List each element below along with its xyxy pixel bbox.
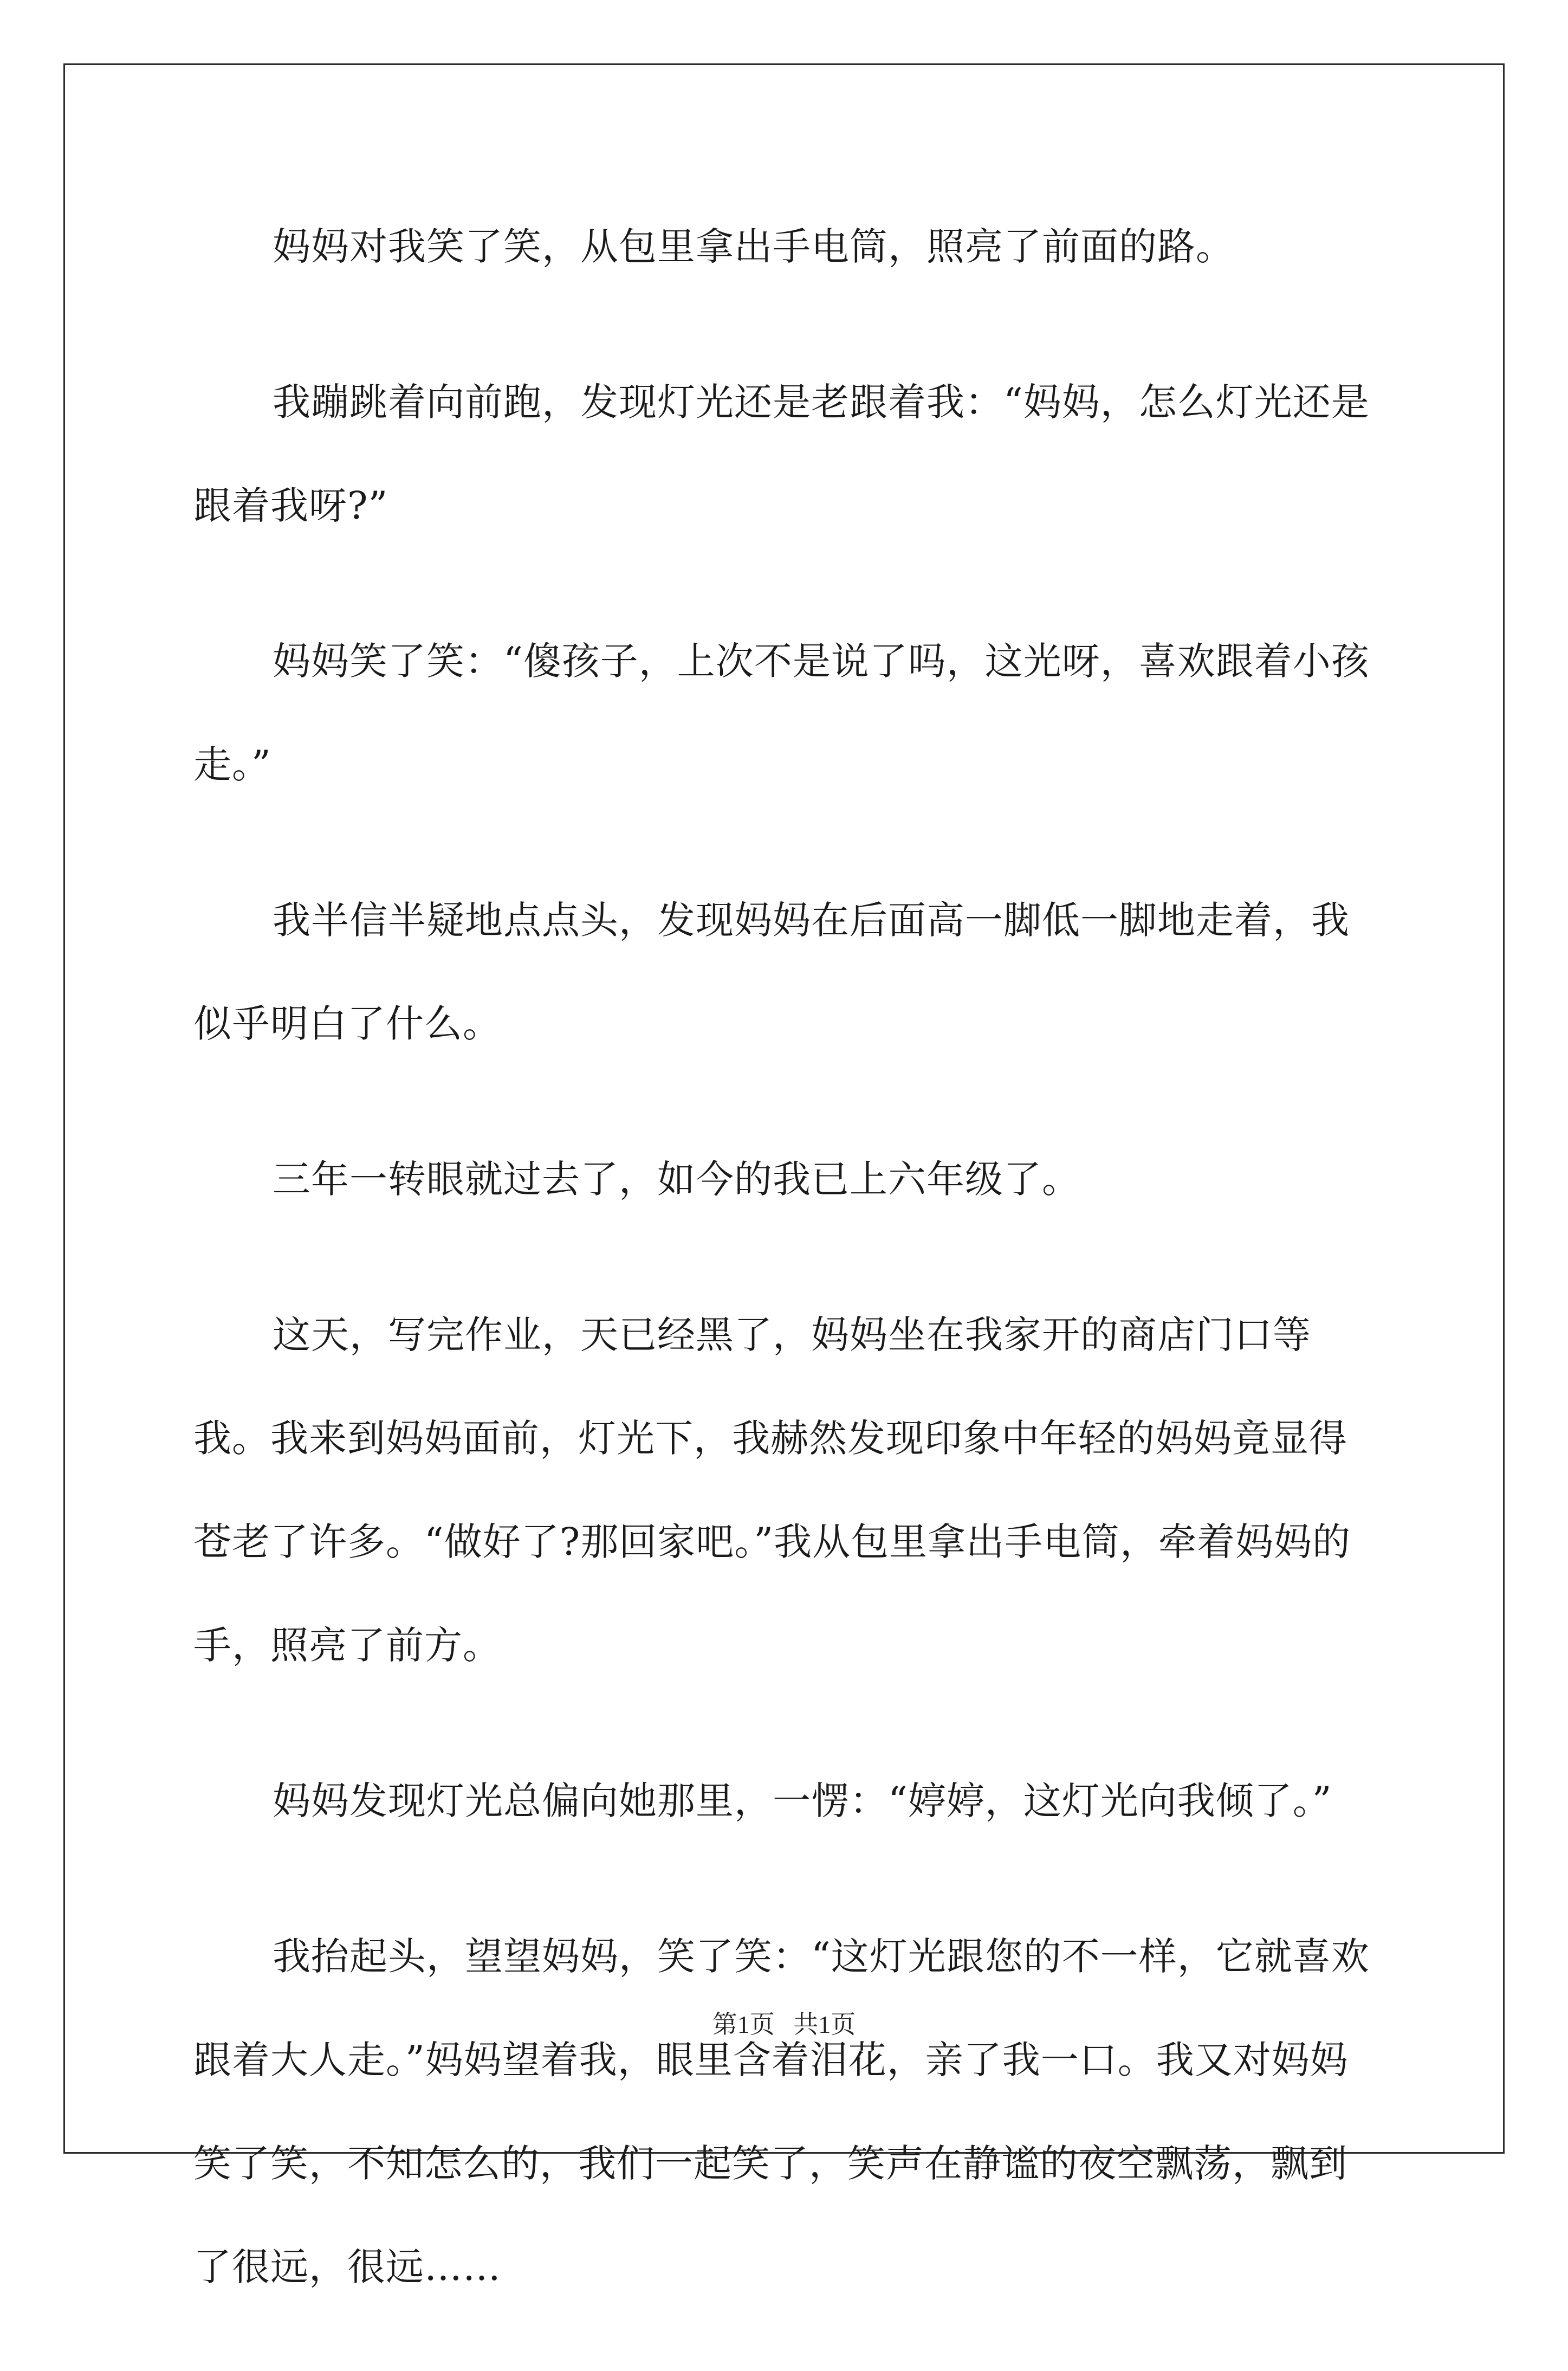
paragraph: 我蹦跳着向前跑，发现灯光还是老跟着我：“妈妈，怎么灯光还是跟着我呀?”: [193, 380, 1370, 528]
paragraph: 我半信半疑地点点头，发现妈妈在后面高一脚低一脚地走着，我似乎明白了什么。: [193, 898, 1350, 1046]
paragraph: 三年一转眼就过去了，如今的我已上六年级了。: [273, 1157, 1080, 1201]
paragraph: 这天，写完作业，天已经黑了，妈妈坐在我家开的商店门口等我。我来到妈妈面前，灯光下，我赫然发现印象中年轻的妈妈竟显得苍老了许多。“做好了?那回家吧。”我从包里拿出手电筒，牵着妈妈的手，照亮了前方。: [193, 1313, 1351, 1668]
paragraph: 妈妈发现灯光总偏向她那里，一愣：“婷婷，这灯光向我倾了。”: [273, 1779, 1332, 1823]
paragraph: 妈妈对我笑了笑，从包里拿出手电筒，照亮了前面的路。: [273, 224, 1234, 269]
document-body: [193, 195, 1380, 2371]
paragraph: 妈妈笑了笑：“傻孩子，上次不是说了吗，这光呀，喜欢跟着小孩走。”: [193, 639, 1370, 787]
page-footer: 第1页 共1页: [712, 2011, 856, 2038]
paragraph: 我抬起头，望望妈妈，笑了笑：“这灯光跟您的不一样，它就喜欢跟着大人走。”妈妈望着我，眼里含着泪花，亲了我一口。我又对妈妈笑了笑，不知怎么的，我们一起笑了，笑声在静谧的夜空飘荡，飘到了很远，很远……: [193, 1934, 1370, 2289]
